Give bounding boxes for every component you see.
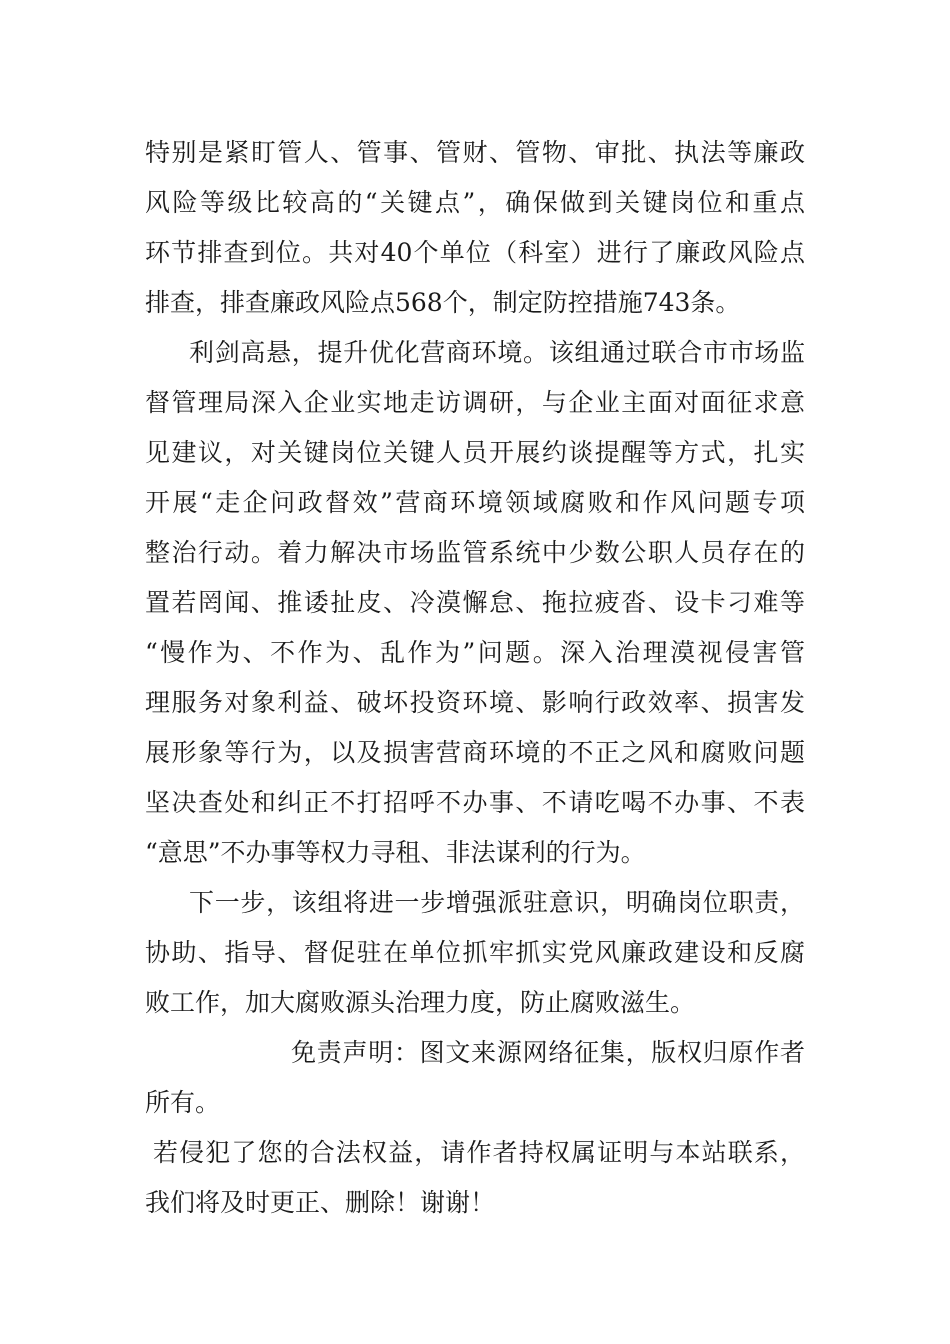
text-line: 下一步，该组将进一步增强派驻意识，明确岗位职责， <box>189 888 805 917</box>
text-line: 风险等级比较高的“关键点”，确保做到关键岗位和重点 <box>145 188 805 217</box>
text-line: “意思”不办事等权力寻租、非法谋利的行为。 <box>145 838 646 867</box>
text-line: 见建议，对关键岗位关键人员开展约谈提醒等方式，扎实 <box>145 438 805 467</box>
text-line: “慢作为、不作为、乱作为”问题。深入治理漠视侵害管 <box>145 638 805 667</box>
paragraph-business-environment <box>145 328 805 878</box>
text-line: 排查，排查廉政风险点568个，制定防控措施743条。 <box>145 288 741 317</box>
text-line: 协助、指导、督促驻在单位抓牢抓实党风廉政建设和反腐 <box>145 938 805 967</box>
disclaimer-line: 若侵犯了您的合法权益，请作者持权属证明与本站联系， <box>153 1138 805 1167</box>
text-line: 特别是紧盯管人、管事、管财、管物、审批、执法等廉政 <box>145 138 805 167</box>
disclaimer-line: 我们将及时更正、删除！谢谢！ <box>145 1188 496 1217</box>
text-line: 败工作，加大腐败源头治理力度，防止腐败滋生。 <box>145 988 696 1017</box>
disclaimer-line: 所有。 <box>145 1088 221 1117</box>
text-line: 理服务对象利益、破坏投资环境、影响行政效率、损害发 <box>145 688 805 717</box>
text-line: 置若罔闻、推诿扯皮、冷漠懈怠、拖拉疲沓、设卡刁难等 <box>145 588 805 617</box>
text-line: 展形象等行为，以及损害营商环境的不正之风和腐败问题 <box>145 738 805 767</box>
text-line: 整治行动。着力解决市场监管系统中少数公职人员存在的 <box>145 538 805 567</box>
text-line: 利剑高悬，提升优化营商环境。该组通过联合市市场监 <box>189 338 805 367</box>
disclaimer-line: 免责声明：图文来源网络征集，版权归原作者 <box>291 1038 805 1067</box>
text-line: 开展“走企问政督效”营商环境领域腐败和作风问题专项 <box>145 488 805 517</box>
text-line: 坚决查处和纠正不打招呼不办事、不请吃喝不办事、不表 <box>145 788 805 817</box>
text-line: 督管理局深入企业实地走访调研，与企业主面对面征求意 <box>145 388 805 417</box>
paragraph-next-steps <box>145 878 805 1028</box>
disclaimer <box>145 1028 805 1228</box>
document-page <box>145 128 805 1228</box>
text-line: 环节排查到位。共对40个单位（科室）进行了廉政风险点 <box>145 238 805 267</box>
paragraph-risk-points <box>145 128 805 328</box>
